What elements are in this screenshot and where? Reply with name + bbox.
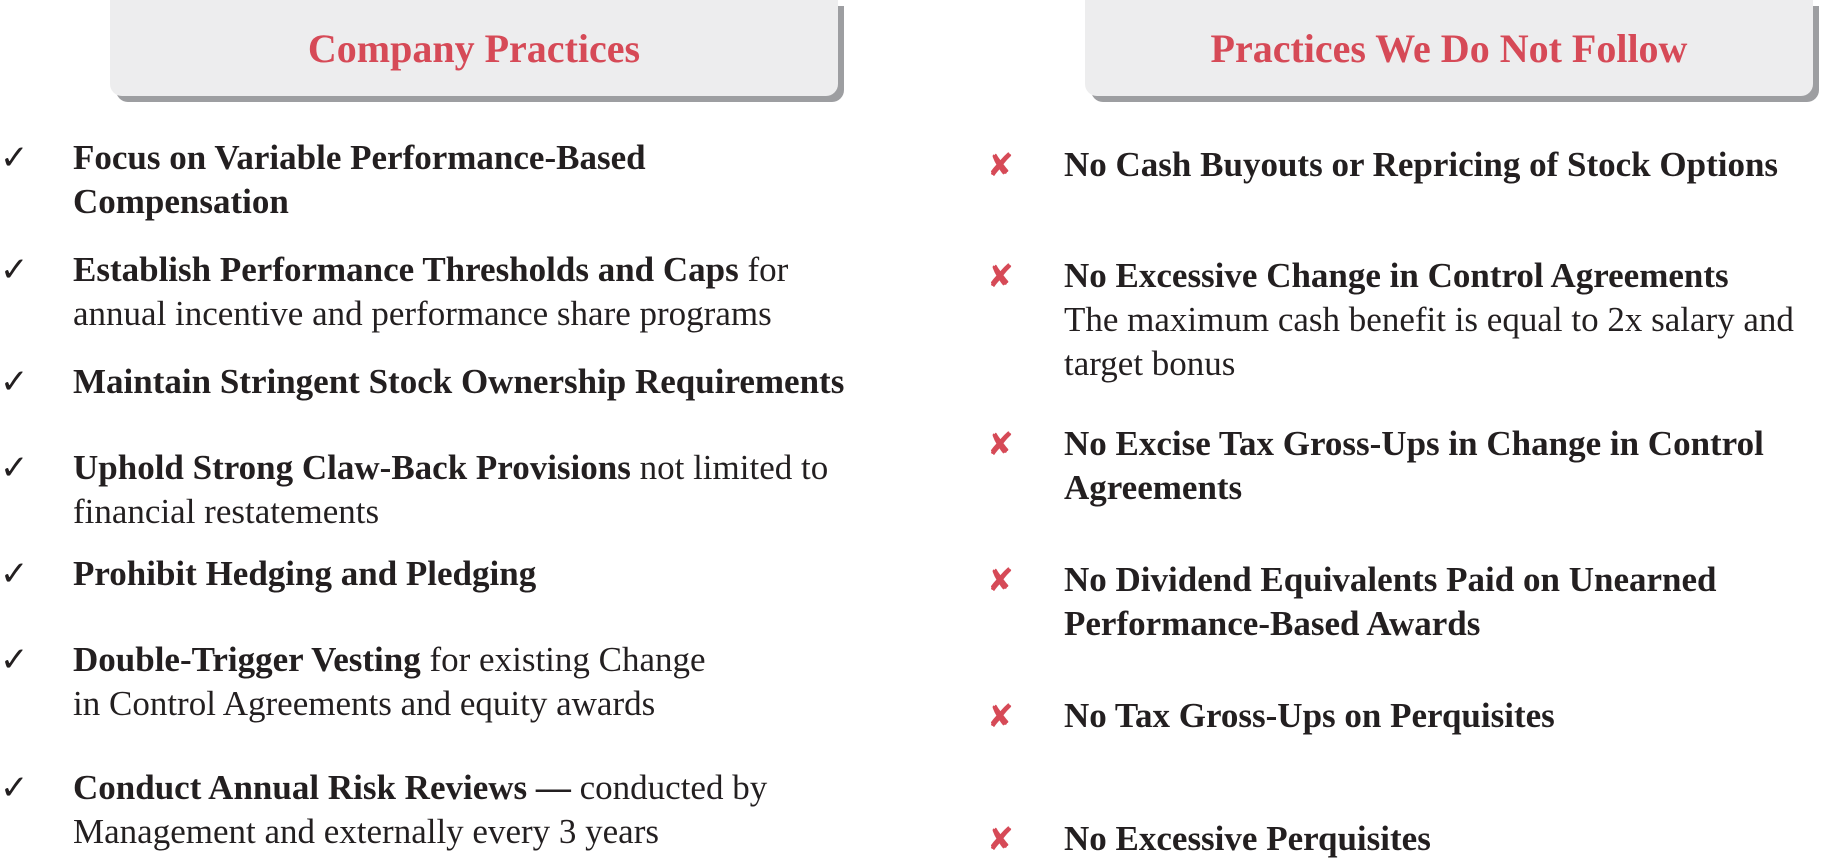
item-description: not limited to	[630, 448, 829, 487]
check-icon: ✓	[0, 768, 29, 808]
check-icon: ✓	[0, 250, 29, 290]
item-line-2: Performance-Based Awards	[1064, 604, 1481, 643]
practices-not-followed-header	[1085, 0, 1813, 96]
item-line-2: in Control Agreements and equity awards	[73, 684, 656, 723]
item-description: for existing Change	[420, 640, 706, 679]
item-line-2: Agreements	[1064, 468, 1243, 507]
item-title: No Excessive Change in Control Agreements	[1064, 256, 1729, 295]
item-title: No Dividend Equivalents Paid on Unearned	[1064, 560, 1717, 599]
company-practices-header	[110, 0, 838, 96]
item-title: Double-Trigger Vesting	[73, 640, 421, 679]
item-title: No Excise Tax Gross-Ups in Change in Control	[1064, 424, 1764, 463]
item-title: Uphold Strong Claw-Back Provisions	[73, 448, 631, 487]
cross-icon: ✘	[987, 820, 1014, 858]
item-title: Conduct Annual Risk Reviews —	[73, 768, 571, 807]
cross-icon: ✘	[987, 425, 1014, 463]
item-title: No Excessive Perquisites	[1064, 819, 1431, 858]
item-title: Focus on Variable Performance-Based	[73, 138, 646, 177]
item-title: No Cash Buyouts or Repricing of Stock Options	[1064, 145, 1779, 184]
check-icon: ✓	[0, 138, 29, 178]
item-description: conducted by	[570, 768, 768, 807]
check-icon: ✓	[0, 448, 29, 488]
item-description-line-2: target bonus	[1064, 344, 1236, 383]
item-title: Prohibit Hedging and Pledging	[73, 554, 537, 593]
item-line-2: financial restatements	[73, 492, 380, 531]
item-line-2: Compensation	[73, 182, 289, 221]
item-title: Establish Performance Thresholds and Caps	[73, 250, 739, 289]
cross-icon: ✘	[987, 697, 1014, 735]
company-practices-title: Company Practices	[307, 25, 641, 71]
practices-not-followed-title: Practices We Do Not Follow	[1210, 25, 1688, 71]
item-title: Maintain Stringent Stock Ownership Requirements	[73, 362, 845, 401]
check-icon: ✓	[0, 640, 29, 680]
check-icon: ✓	[0, 362, 29, 402]
item-description: for	[738, 250, 789, 289]
cross-icon: ✘	[987, 257, 1014, 295]
item-title: No Tax Gross-Ups on Perquisites	[1064, 696, 1555, 735]
cross-icon: ✘	[987, 146, 1014, 184]
cross-icon: ✘	[987, 561, 1014, 599]
item-description: The maximum cash benefit is equal to 2x salary and	[1064, 300, 1794, 339]
item-line-2: annual incentive and performance share programs	[73, 294, 772, 333]
check-icon: ✓	[0, 554, 29, 594]
item-line-2: Management and externally every 3 years	[73, 812, 659, 851]
